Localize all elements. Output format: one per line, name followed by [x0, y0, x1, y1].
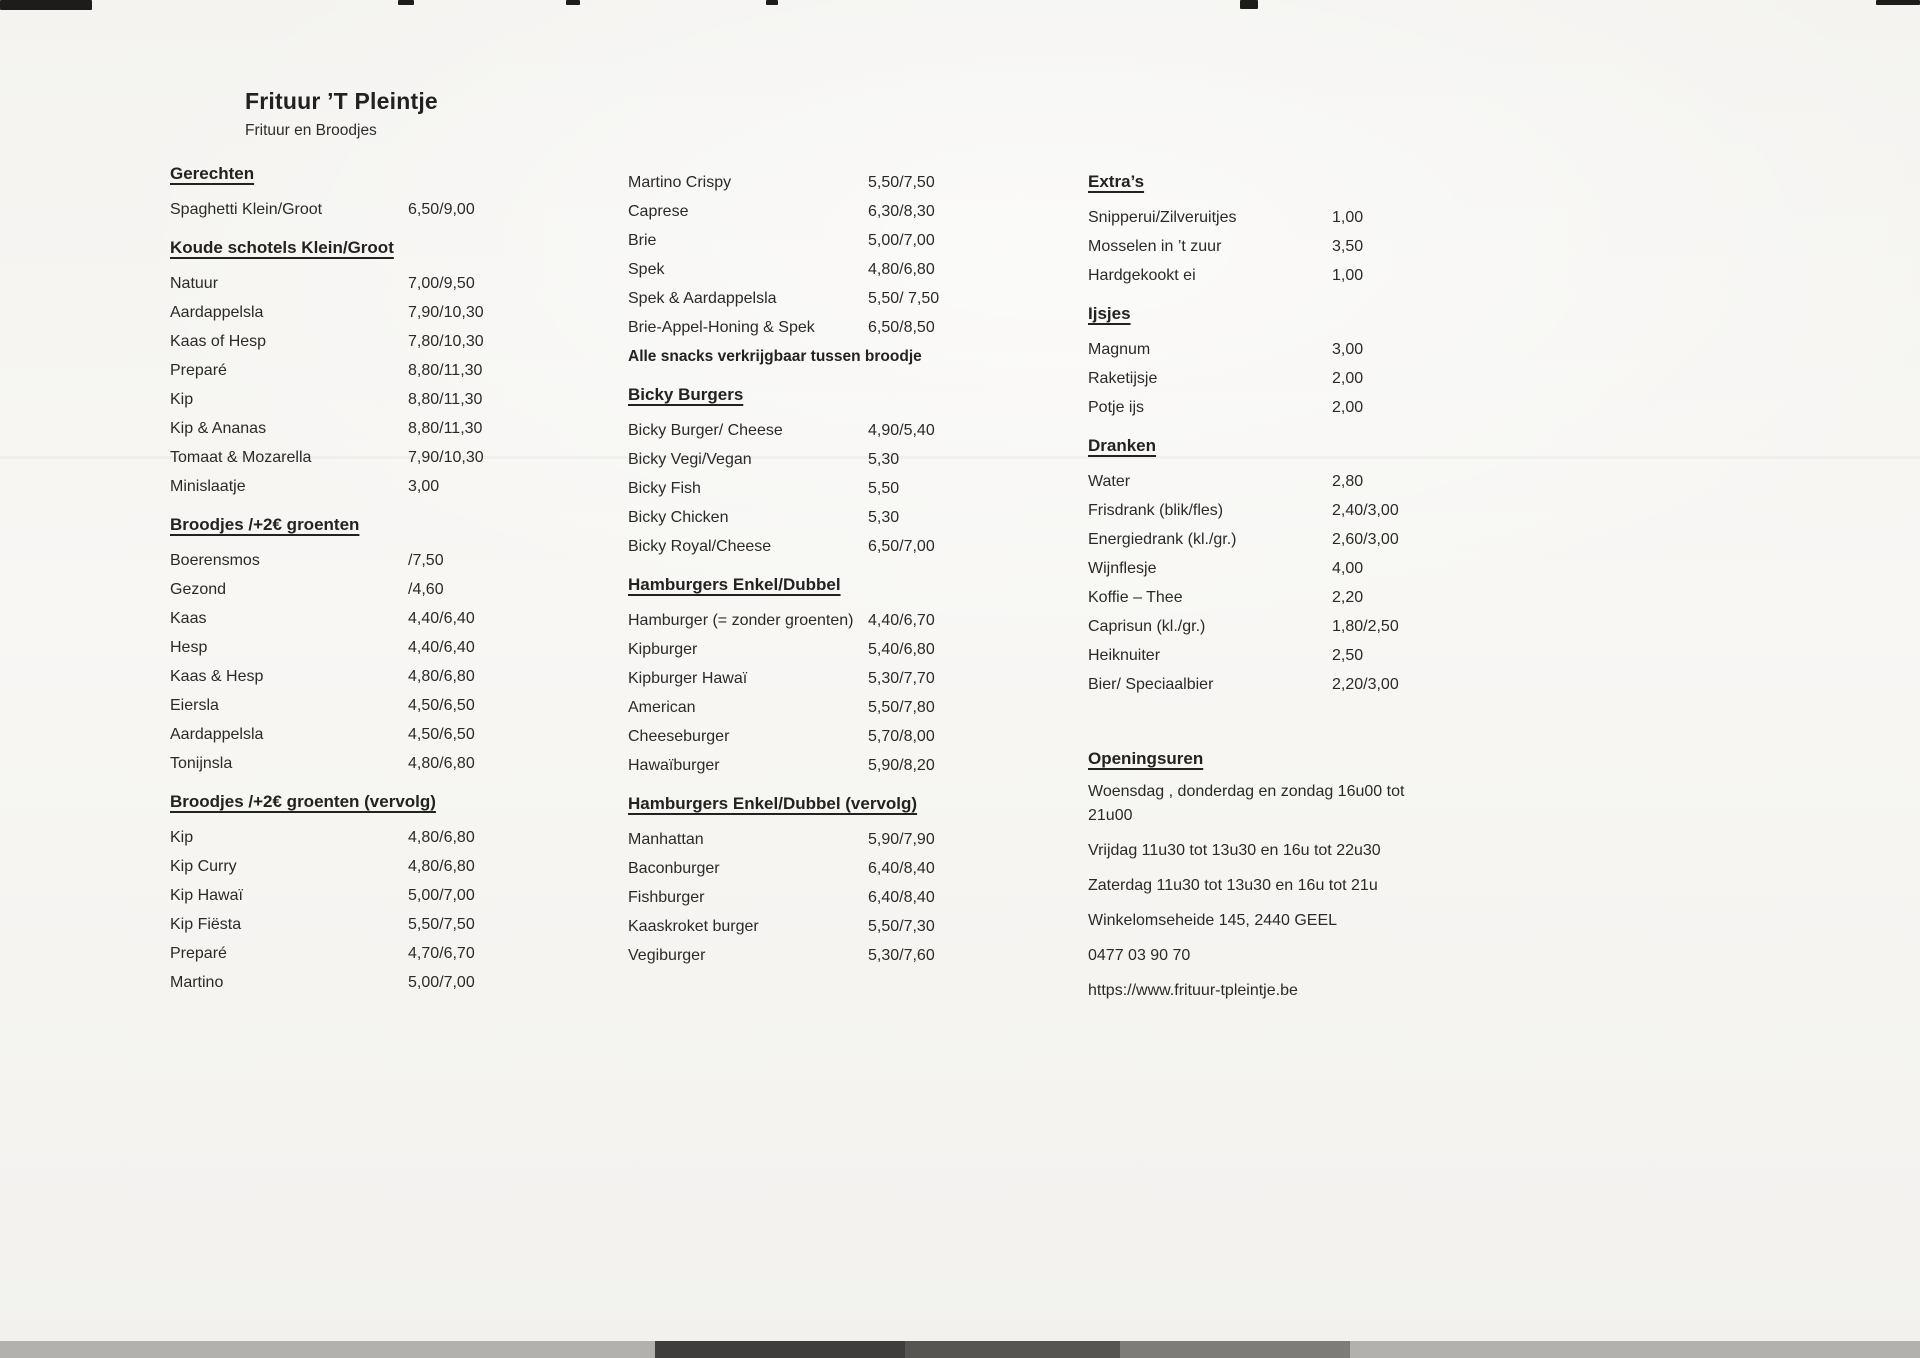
item-name: Raketijsje — [1088, 370, 1158, 387]
item-price: 5,70/8,00 — [868, 728, 935, 745]
item-name: Hamburger (= zonder groenten) — [628, 612, 854, 629]
item-price: 2,20 — [1332, 589, 1364, 606]
item-price: 5,00/7,00 — [868, 232, 935, 249]
menu-item — [628, 197, 973, 226]
item-price: 7,90/10,30 — [408, 304, 484, 321]
item-price: 6,50/7,00 — [868, 538, 935, 555]
item-name: Hesp — [170, 639, 208, 656]
menu-item — [1088, 335, 1448, 364]
info-line: Winkelomseheide 145, 2440 GEEL — [1088, 912, 1338, 929]
item-price: 4,90/5,40 — [868, 422, 935, 439]
item-name: Snipperui/Zilveruitjes — [1088, 209, 1237, 226]
item-name: Spek & Aardappelsla — [628, 290, 777, 307]
item-name: Kipburger — [628, 641, 698, 658]
item-price: /4,60 — [408, 581, 444, 598]
item-price: /7,50 — [408, 552, 444, 569]
menu-item — [628, 883, 973, 912]
item-price: 4,50/6,50 — [408, 697, 475, 714]
menu-column-2 — [628, 168, 973, 970]
item-price: 6,40/8,40 — [868, 860, 935, 877]
item-name: Energiedrank (kl./gr.) — [1088, 531, 1237, 548]
item-price: 4,40/6,70 — [868, 612, 935, 629]
item-price: 1,00 — [1332, 267, 1364, 284]
item-price: 5,50/ 7,50 — [868, 290, 940, 307]
item-name: Tonijnsla — [170, 755, 233, 772]
item-name: Hawaïburger — [628, 757, 720, 774]
menu-item — [628, 722, 973, 751]
menu-section — [170, 162, 515, 224]
menu-item — [628, 445, 973, 474]
menu-item — [628, 226, 973, 255]
item-price: 2,00 — [1332, 399, 1364, 416]
menu-item — [628, 664, 973, 693]
item-name: Mosselen in ’t zuur — [1088, 238, 1222, 255]
menu-item — [170, 823, 515, 852]
item-price: 4,80/6,80 — [408, 755, 475, 772]
item-price: 4,80/6,80 — [408, 829, 475, 846]
item-price: 8,80/11,30 — [408, 362, 483, 379]
item-name: Hardgekookt ei — [1088, 267, 1196, 284]
menu-item — [170, 195, 515, 224]
item-name: Caprisun (kl./gr.) — [1088, 618, 1206, 635]
item-name: Kaas — [170, 610, 207, 627]
scan-smudge — [0, 0, 92, 10]
item-name: Spaghetti Klein/Groot — [170, 201, 323, 218]
scan-artifact-bottom-edge — [0, 1341, 1920, 1358]
item-price: 5,50 — [868, 480, 900, 497]
menu-item — [170, 939, 515, 968]
item-name: Kip Hawaï — [170, 887, 243, 904]
menu-item — [628, 532, 973, 561]
item-name: Martino — [170, 974, 224, 991]
info-line: 0477 03 90 70 — [1088, 947, 1191, 964]
section-heading: Broodjes /+2€ groenten — [170, 515, 360, 534]
menu-item — [1088, 232, 1448, 261]
menu-item — [1088, 641, 1448, 670]
item-price: 2,80 — [1332, 473, 1364, 490]
menu-item — [628, 825, 973, 854]
menu-item — [170, 633, 515, 662]
item-name: Water — [1088, 473, 1131, 490]
item-price: 1,80/2,50 — [1332, 618, 1399, 635]
menu-item — [628, 854, 973, 883]
item-price: 5,30 — [868, 509, 900, 526]
item-name: Bicky Royal/Cheese — [628, 538, 772, 555]
menu-item — [170, 852, 515, 881]
menu-item — [170, 385, 515, 414]
item-price: 5,90/8,20 — [868, 757, 935, 774]
item-price: 2,50 — [1332, 647, 1364, 664]
item-name: Wijnflesje — [1088, 560, 1157, 577]
item-name: Heiknuiter — [1088, 647, 1161, 664]
item-name: Martino Crispy — [628, 174, 732, 191]
scan-smudge — [1120, 1341, 1350, 1358]
item-name: Bicky Chicken — [628, 509, 729, 526]
item-price: 3,50 — [1332, 238, 1364, 255]
item-name: Preparé — [170, 945, 227, 962]
menu-item — [1088, 612, 1448, 641]
item-name: Minislaatje — [170, 478, 246, 495]
menu-section — [170, 236, 515, 501]
item-name: Tomaat & Mozarella — [170, 449, 312, 466]
menu-section — [170, 513, 515, 778]
section-heading: Dranken — [1088, 436, 1157, 455]
menu-section — [628, 792, 973, 970]
item-name: Manhattan — [628, 831, 704, 848]
page-title: Frituur ’T Pleintje — [245, 88, 438, 114]
scan-artifact-top-edge — [0, 0, 1920, 14]
menu-section — [628, 168, 973, 342]
menu-section — [628, 383, 973, 561]
menu-column-1 — [170, 162, 515, 997]
item-name: Kaaskroket burger — [628, 918, 759, 935]
item-name: Caprese — [628, 203, 689, 220]
menu-item — [170, 968, 515, 997]
item-name: Koffie – Thee — [1088, 589, 1183, 606]
item-price: 8,80/11,30 — [408, 420, 483, 437]
item-price: 6,40/8,40 — [868, 889, 935, 906]
menu-item — [628, 255, 973, 284]
item-name: Boerensmos — [170, 552, 260, 569]
item-price: 5,50/7,50 — [868, 174, 935, 191]
item-name: Baconburger — [628, 860, 720, 877]
menu-item — [170, 662, 515, 691]
item-price: 5,50/7,80 — [868, 699, 935, 716]
section-heading: Broodjes /+2€ groenten (vervolg) — [170, 792, 436, 811]
menu-item — [1088, 583, 1448, 612]
item-price: 4,00 — [1332, 560, 1364, 577]
menu-item — [628, 416, 973, 445]
menu-item — [1088, 261, 1448, 290]
item-price: 4,40/6,40 — [408, 610, 475, 627]
section-heading: Gerechten — [170, 164, 255, 183]
menu-item — [170, 720, 515, 749]
menu-item — [628, 474, 973, 503]
menu-section — [1088, 434, 1448, 699]
item-price: 5,30/7,70 — [868, 670, 935, 687]
item-name: Fishburger — [628, 889, 705, 906]
item-name: Kip Curry — [170, 858, 237, 875]
item-price: 6,50/8,50 — [868, 319, 935, 336]
item-name: Kaas & Hesp — [170, 668, 264, 685]
item-price: 5,40/6,80 — [868, 641, 935, 658]
menu-column-3 — [1088, 170, 1448, 1014]
item-price: 7,00/9,50 — [408, 275, 475, 292]
menu-section — [1088, 170, 1448, 290]
document-header — [245, 88, 438, 140]
menu-item — [170, 546, 515, 575]
scan-smudge — [1876, 0, 1920, 5]
item-price: 2,00 — [1332, 370, 1364, 387]
menu-item — [1088, 670, 1448, 699]
item-price: 5,90/7,90 — [868, 831, 935, 848]
item-price: 5,50/7,50 — [408, 916, 475, 933]
item-price: 7,80/10,30 — [408, 333, 484, 350]
item-name: Spek — [628, 261, 665, 278]
item-price: 8,80/11,30 — [408, 391, 483, 408]
item-name: Kipburger Hawaï — [628, 670, 748, 687]
menu-item — [170, 604, 515, 633]
item-price: 4,50/6,50 — [408, 726, 475, 743]
menu-item — [628, 503, 973, 532]
item-price: 4,80/6,80 — [408, 668, 475, 685]
menu-item — [628, 693, 973, 722]
item-price: 5,00/7,00 — [408, 887, 475, 904]
item-name: Gezond — [170, 581, 227, 598]
item-price: 2,60/3,00 — [1332, 531, 1399, 548]
item-name: Bicky Burger/ Cheese — [628, 422, 783, 439]
item-name: Natuur — [170, 275, 219, 292]
info-line: Woensdag , donderdag en zondag 16u00 tot 21u00 — [1088, 783, 1405, 824]
menu-item — [170, 910, 515, 939]
scan-smudge — [1240, 0, 1258, 9]
item-price: 6,50/9,00 — [408, 201, 475, 218]
menu-item — [1088, 467, 1448, 496]
item-name: Brie — [628, 232, 657, 249]
menu-item — [170, 269, 515, 298]
menu-section — [1088, 302, 1448, 422]
section-heading: Koude schotels Klein/Groot — [170, 238, 394, 257]
info-line: Zaterdag 11u30 tot 13u30 en 16u tot 21u — [1088, 877, 1378, 894]
item-name: Aardappelsla — [170, 726, 264, 743]
menu-item — [170, 356, 515, 385]
menu-item — [1088, 525, 1448, 554]
item-price: 6,30/8,30 — [868, 203, 935, 220]
menu-item — [1088, 496, 1448, 525]
menu-item — [628, 751, 973, 780]
menu-section — [628, 573, 973, 780]
menu-item — [170, 472, 515, 501]
item-name: Preparé — [170, 362, 227, 379]
scan-smudge — [905, 1341, 1120, 1358]
item-price: 5,50/7,30 — [868, 918, 935, 935]
menu-item — [628, 912, 973, 941]
note-line: Alle snacks verkrijgbaar tussen broodje — [628, 348, 922, 365]
page-subtitle: Frituur en Broodjes — [245, 122, 377, 139]
menu-item — [628, 313, 973, 342]
menu-item — [170, 443, 515, 472]
item-name: Frisdrank (blik/fles) — [1088, 502, 1224, 519]
menu-item — [628, 941, 973, 970]
menu-section — [170, 790, 515, 997]
item-price: 2,20/3,00 — [1332, 676, 1399, 693]
menu-item — [1088, 554, 1448, 583]
section-heading: Extra’s — [1088, 172, 1145, 191]
menu-item — [170, 881, 515, 910]
item-name: Kip — [170, 829, 194, 846]
item-price: 3,00 — [408, 478, 440, 495]
scan-smudge — [766, 0, 778, 5]
info-line: Vrijdag 11u30 tot 13u30 en 16u tot 22u30 — [1088, 842, 1381, 859]
item-name: Kip & Ananas — [170, 420, 267, 437]
item-name: Potje ijs — [1088, 399, 1145, 416]
section-heading: Openingsuren — [1088, 749, 1204, 768]
item-price: 4,40/6,40 — [408, 639, 475, 656]
item-price: 7,90/10,30 — [408, 449, 484, 466]
menu-item — [628, 284, 973, 313]
menu-item — [628, 168, 973, 197]
menu-item — [170, 298, 515, 327]
item-price: 4,80/6,80 — [408, 858, 475, 875]
item-price: 4,70/6,70 — [408, 945, 475, 962]
menu-item — [628, 606, 973, 635]
section-heading: Hamburgers Enkel/Dubbel — [628, 575, 841, 594]
menu-item — [1088, 393, 1448, 422]
item-name: Kip Fiësta — [170, 916, 242, 933]
item-price: 4,80/6,80 — [868, 261, 935, 278]
item-name: Brie-Appel-Honing & Spek — [628, 319, 815, 336]
item-name: Cheeseburger — [628, 728, 730, 745]
item-name: Bier/ Speciaalbier — [1088, 676, 1214, 693]
item-price: 2,40/3,00 — [1332, 502, 1399, 519]
scan-smudge — [398, 0, 414, 5]
menu-section — [628, 342, 973, 371]
section-heading: Hamburgers Enkel/Dubbel (vervolg) — [628, 794, 918, 813]
item-name: American — [628, 699, 696, 716]
info-line: https://www.frituur-tpleintje.be — [1088, 982, 1298, 999]
item-name: Vegiburger — [628, 947, 706, 964]
scan-smudge — [566, 0, 580, 5]
menu-item — [1088, 364, 1448, 393]
menu-item — [628, 635, 973, 664]
item-price: 5,00/7,00 — [408, 974, 475, 991]
scan-smudge — [655, 1341, 905, 1358]
menu-item — [170, 749, 515, 778]
item-name: Aardappelsla — [170, 304, 264, 321]
item-name: Bicky Vegi/Vegan — [628, 451, 752, 468]
item-name: Eiersla — [170, 697, 219, 714]
item-price: 1,00 — [1332, 209, 1364, 226]
menu-item — [1088, 203, 1448, 232]
menu-item — [170, 691, 515, 720]
item-name: Magnum — [1088, 341, 1151, 358]
item-price: 5,30 — [868, 451, 900, 468]
item-price: 5,30/7,60 — [868, 947, 935, 964]
item-name: Kip — [170, 391, 194, 408]
menu-item — [170, 414, 515, 443]
item-name: Kaas of Hesp — [170, 333, 267, 350]
menu-section — [1088, 747, 1448, 1003]
menu-item — [170, 575, 515, 604]
menu-item — [170, 327, 515, 356]
item-price: 3,00 — [1332, 341, 1364, 358]
section-heading: Ijsjes — [1088, 304, 1131, 323]
section-heading: Bicky Burgers — [628, 385, 744, 404]
item-name: Bicky Fish — [628, 480, 701, 497]
